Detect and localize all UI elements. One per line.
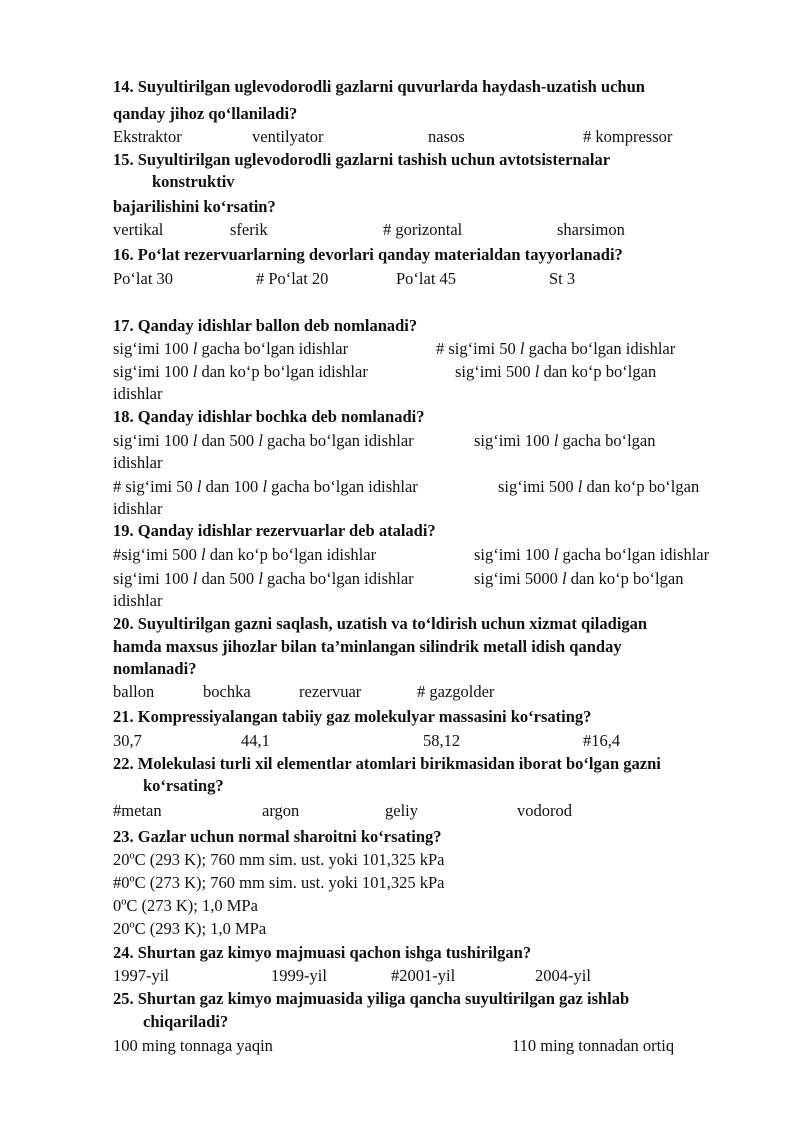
question-20-title-line2: hamda maxsus jihozlar bilan ta’minlangan silindrik metall idish qanday [113, 637, 622, 656]
question-22-option-3: geliy [385, 801, 418, 820]
question-14-title-line1: 14. Suyultirilgan uglevodorodli gazlarni quvurlarda haydash-uzatish uchun [113, 77, 645, 96]
question-20-title-line1: 20. Suyultirilgan gazni saqlash, uzatish va to‘ldirish uchun xizmat qiladigan [113, 614, 648, 633]
question-21-option-3: 58,12 [423, 731, 461, 750]
question-18-option-1: sig‘imi 100 l dan 500 l gacha bo‘lgan idishlar [113, 431, 414, 450]
question-25-option-1: 100 ming tonnaga yaqin [113, 1036, 273, 1055]
question-14-option-3: nasos [428, 127, 465, 146]
question-19-option-1: #sig‘imi 500 l dan ko‘p bo‘lgan idishlar [113, 545, 377, 564]
question-17-option-4-wrap: idishlar [113, 384, 163, 403]
question-23-option-4: 20ºC (293 K); 1,0 MPa [113, 919, 267, 938]
question-14-title-line2: qanday jihoz qo‘llaniladi? [113, 104, 298, 123]
question-22-title-line2: ko‘rsating? [143, 776, 224, 795]
question-14-option-2: ventilyator [252, 127, 324, 146]
question-23-title: 23. Gazlar uchun normal sharoitni ko‘rsating? [113, 827, 442, 846]
question-15-title-line1: 15. Suyultirilgan uglevodorodli gazlarni tashish uchun avtotsisternalar [113, 150, 611, 169]
question-15-option-4: sharsimon [557, 220, 625, 239]
question-21-option-4: #16,4 [583, 731, 621, 750]
question-19-title: 19. Qanday idishlar rezervuarlar deb ataladi? [113, 521, 436, 540]
question-19-option-4-wrap: idishlar [113, 591, 163, 610]
question-21-option-1: 30,7 [113, 731, 142, 750]
question-20-option-4: # gazgolder [417, 682, 495, 701]
question-17-option-3: sig‘imi 100 l dan ko‘p bo‘lgan idishlar [113, 362, 368, 381]
question-25-title-line1: 25. Shurtan gaz kimyo majmuasida yiliga qancha suyultirilgan gaz ishlab [113, 989, 630, 1008]
question-22-title-line1: 22. Molekulasi turli xil elementlar atomlari birikmasidan iborat bo‘lgan gazni [113, 754, 661, 773]
question-17-title: 17. Qanday idishlar ballon deb nomlanadi? [113, 316, 418, 335]
question-16-option-4: St 3 [549, 269, 576, 288]
question-20-title-line3: nomlanadi? [113, 659, 197, 678]
question-17-option-4: sig‘imi 500 l dan ko‘p bo‘lgan [455, 362, 657, 381]
question-16-title: 16. Po‘lat rezervuarlarning devorlari qanday materialdan tayyorlanadi? [113, 245, 623, 264]
question-22-option-2: argon [262, 801, 300, 820]
question-17-option-2: # sig‘imi 50 l gacha bo‘lgan idishlar [436, 339, 676, 358]
question-20-option-1: ballon [113, 682, 155, 701]
question-24-option-3: #2001-yil [391, 966, 456, 985]
question-18-option-4: sig‘imi 500 l dan ko‘p bo‘lgan [498, 477, 700, 496]
question-20-option-2: bochka [203, 682, 251, 701]
question-14-option-4: # kompressor [583, 127, 673, 146]
question-25-option-2: 110 ming tonnadan ortiq [512, 1036, 675, 1055]
question-15-title-line2: konstruktiv [152, 172, 235, 191]
question-21-title: 21. Kompressiyalangan tabiiy gaz molekulyar massasini ko‘rsating? [113, 707, 592, 726]
question-19-option-3: sig‘imi 100 l dan 500 l gacha bo‘lgan idishlar [113, 569, 414, 588]
question-17-option-1: sig‘imi 100 l gacha bo‘lgan idishlar [113, 339, 349, 358]
question-20-option-3: rezervuar [299, 682, 362, 701]
question-18-option-4-wrap: idishlar [113, 499, 163, 518]
question-22-option-4: vodorod [517, 801, 572, 820]
question-23-option-3: 0ºC (273 K); 1,0 MPa [113, 896, 258, 915]
question-15-title-line3: bajarilishini ko‘rsatin? [113, 197, 276, 216]
question-24-option-2: 1999-yil [271, 966, 327, 985]
question-18-title: 18. Qanday idishlar bochka deb nomlanadi? [113, 407, 425, 426]
question-18-option-2-wrap: idishlar [113, 453, 163, 472]
question-16-option-1: Po‘lat 30 [113, 269, 174, 288]
question-23-option-1: 20ºC (293 K); 760 mm sim. ust. yoki 101,325 kPa [113, 850, 445, 869]
question-24-option-1: 1997-yil [113, 966, 169, 985]
question-25-title-line2: chiqariladi? [143, 1012, 229, 1031]
question-19-option-2: sig‘imi 100 l gacha bo‘lgan idishlar [474, 545, 710, 564]
question-18-option-3: # sig‘imi 50 l dan 100 l gacha bo‘lgan idishlar [113, 477, 418, 496]
question-23-option-2: #0ºC (273 K); 760 mm sim. ust. yoki 101,325 kPa [113, 873, 445, 892]
question-16-option-3: Po‘lat 45 [396, 269, 457, 288]
question-15-option-2: sferik [230, 220, 268, 239]
question-15-option-1: vertikal [113, 220, 164, 239]
question-14-option-1: Ekstraktor [113, 127, 182, 146]
question-22-option-1: #metan [113, 801, 162, 820]
question-16-option-2: # Po‘lat 20 [256, 269, 329, 288]
question-19-option-4: sig‘imi 5000 l dan ko‘p bo‘lgan [474, 569, 684, 588]
question-24-option-4: 2004-yil [535, 966, 591, 985]
question-24-title: 24. Shurtan gaz kimyo majmuasi qachon ishga tushirilgan? [113, 943, 532, 962]
question-21-option-2: 44,1 [241, 731, 270, 750]
question-15-option-3: # gorizontal [383, 220, 463, 239]
question-18-option-2: sig‘imi 100 l gacha bo‘lgan [474, 431, 656, 450]
